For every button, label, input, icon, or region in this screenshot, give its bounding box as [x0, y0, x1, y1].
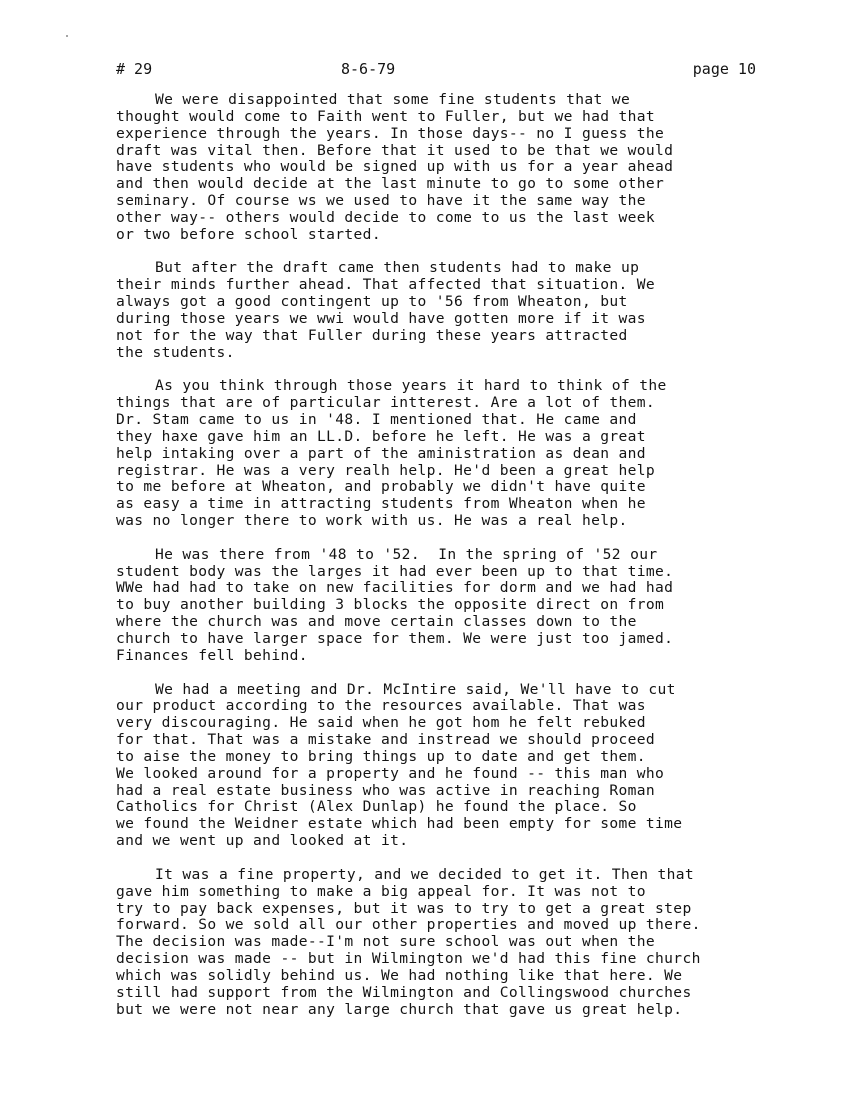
text-line: we found the Weidner estate which had been empty for some time — [116, 815, 683, 833]
text-line: their minds further ahead. That affected that situation. We — [116, 276, 656, 294]
text-line: student body was the larges it had ever been up to that time. — [116, 562, 674, 580]
paragraph — [116, 92, 766, 244]
text-line: to me before at Wheaton, and probably we didn't have quite — [116, 478, 646, 496]
text-line: our product according to the resources available. That was — [116, 697, 646, 715]
text-line: but we were not near any large church that gave us great help. — [116, 1000, 683, 1018]
text-line: help intaking over a part of the aministration as dean and — [116, 444, 646, 462]
text-line: have students who would be signed up with us for a year ahead — [116, 158, 674, 176]
text-line: Finances fell behind. — [116, 646, 308, 664]
transcript-date: 8-6-79 — [341, 60, 396, 78]
text-line: and then would decide at the last minute to go to some other — [116, 175, 665, 193]
text-line: decision was made -- but in Wilmington we'd had this fine church — [116, 950, 701, 968]
transcript-number: # 29 — [116, 60, 153, 78]
text-line: very discouraging. He said when he got hom he felt rebuked — [116, 714, 646, 732]
text-line: always got a good contingent up to '56 from Wheaton, but — [116, 293, 628, 311]
text-line: thought would come to Faith went to Fuller, but we had that — [116, 107, 656, 125]
text-line: for that. That was a mistake and instread we should proceed — [116, 731, 656, 749]
text-line: Catholics for Christ (Alex Dunlap) he found the place. So — [116, 798, 637, 816]
text-line: We had a meeting and Dr. McIntire said, We'll have to cut — [155, 680, 676, 698]
page-header — [116, 58, 756, 80]
text-line: We were disappointed that some fine students that we — [155, 91, 631, 108]
text-line: seminary. Of course ws we used to have it the same way the — [116, 192, 646, 210]
paragraph — [116, 378, 766, 530]
text-line: draft was vital then. Before that it used to be that we would — [116, 141, 674, 159]
text-line: to aise the money to bring things up to date and get them. — [116, 747, 646, 765]
page-number: page 10 — [692, 60, 756, 78]
text-line: to buy another building 3 blocks the opposite direct on from — [116, 596, 665, 614]
text-line: was no longer there to work with us. He was a real help. — [116, 512, 628, 530]
paragraph — [116, 682, 766, 850]
text-line: try to pay back expenses, but it was to try to get a great step — [116, 899, 692, 917]
text-line: But after the draft came then students had to make up — [155, 259, 640, 277]
text-line: still had support from the Wilmington and Collingswood churches — [116, 983, 692, 1001]
text-line: experience through the years. In those days-- no I guess the — [116, 124, 665, 142]
text-line: It was a fine property, and we decided to get it. Then that — [155, 865, 695, 883]
text-line: the students. — [116, 343, 235, 361]
paragraph — [116, 547, 766, 665]
paragraph — [116, 260, 766, 361]
text-line: The decision was made--I'm not sure school was out when the — [116, 933, 656, 951]
text-line: as easy a time in attracting students from Wheaton when he — [116, 495, 646, 513]
text-line: other way-- others would decide to come to us the last week — [116, 208, 656, 226]
text-line: not for the way that Fuller during these years attracted — [116, 326, 628, 344]
text-line: As you think through those years it hard to think of the — [155, 377, 667, 395]
text-line: He was there from '48 to '52. In the spring of '52 our — [155, 545, 658, 563]
text-line: they haxe gave him an LL.D. before he left. He was a great — [116, 427, 646, 445]
text-line: or two before school started. — [116, 225, 381, 243]
text-line: church to have larger space for them. We were just too jamed. — [116, 630, 674, 647]
text-line: gave him something to make a big appeal for. It was not to — [116, 882, 646, 900]
text-line: things that are of particular intterest. Are a lot of them. — [116, 394, 656, 412]
text-line: during those years we wwi would have gotten more if it was — [116, 309, 646, 327]
paper-speck — [66, 35, 68, 37]
text-line: where the church was and move certain classes down to the — [116, 613, 637, 631]
text-line: which was solidly behind us. We had nothing like that here. We — [116, 966, 683, 984]
transcript-body — [116, 92, 766, 1035]
text-line: had a real estate business who was active in reaching Roman — [116, 781, 656, 799]
text-line: We looked around for a property and he found -- this man who — [116, 764, 665, 782]
text-line: registrar. He was a very realh help. He'd been a great help — [116, 461, 656, 479]
text-line: forward. So we sold all our other properties and moved up there. — [116, 916, 701, 934]
paragraph — [116, 867, 766, 1019]
text-line: WWe had had to take on new facilities for dorm and we had had — [116, 579, 674, 597]
text-line: Dr. Stam came to us in '48. I mentioned that. He came and — [116, 411, 637, 429]
text-line: and we went up and looked at it. — [116, 832, 409, 850]
